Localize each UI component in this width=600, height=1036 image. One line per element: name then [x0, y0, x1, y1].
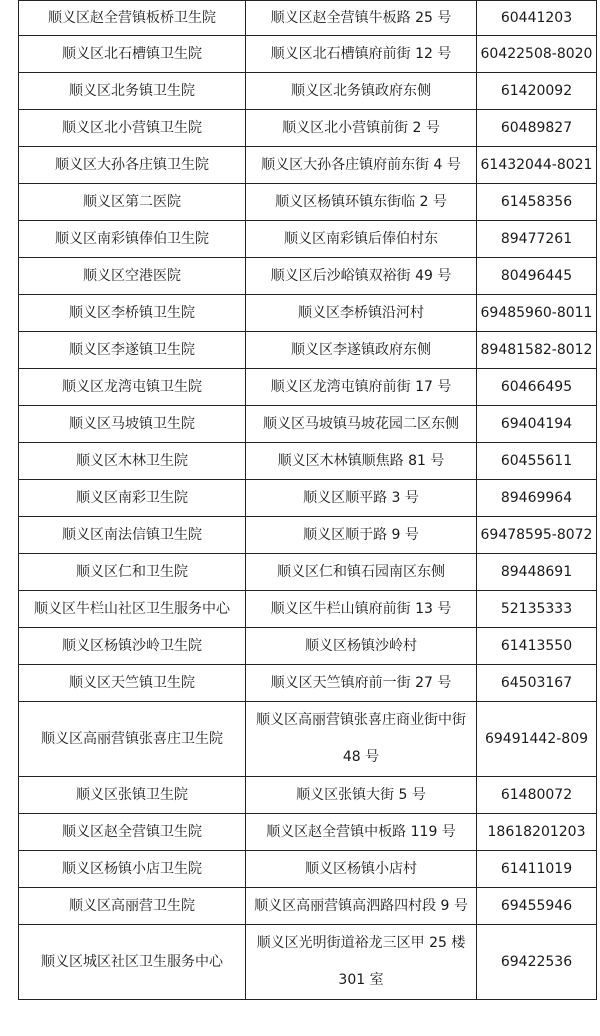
clinic-phone-cell: 89448691 [477, 554, 597, 591]
table-row [19, 851, 597, 888]
clinic-name-cell: 顺义区大孙各庄镇卫生院 [19, 147, 246, 184]
clinic-phone-cell: 80496445 [477, 258, 597, 295]
clinic-name-cell: 顺义区仁和卫生院 [19, 554, 246, 591]
clinic-phone-cell: 69404194 [477, 406, 597, 443]
table-row [19, 554, 597, 591]
table-row [19, 480, 597, 517]
table-row [19, 110, 597, 147]
table-row [19, 369, 597, 406]
clinic-phone-cell: 69485960-8011 [477, 295, 597, 332]
table-row [19, 702, 597, 777]
clinic-name-cell: 顺义区南彩卫生院 [19, 480, 246, 517]
clinic-address-cell: 顺义区南彩镇后俸伯村东 [246, 221, 477, 258]
clinic-phone-cell: 69491442-809 [477, 702, 597, 777]
clinic-address-cell: 顺义区北务镇政府东侧 [246, 73, 477, 110]
table-row [19, 73, 597, 110]
clinic-phone-cell: 89481582-8012 [477, 332, 597, 369]
clinic-phone-cell: 52135333 [477, 591, 597, 628]
clinic-address-cell: 顺义区杨镇沙岭村 [246, 628, 477, 665]
clinic-address-cell: 顺义区杨镇环镇东街临 2 号 [246, 184, 477, 221]
clinic-phone-cell: 60422508-8020 [477, 36, 597, 73]
clinic-name-cell: 顺义区北石槽镇卫生院 [19, 36, 246, 73]
clinic-name-cell: 顺义区牛栏山社区卫生服务中心 [19, 591, 246, 628]
clinic-address-cell: 顺义区赵全营镇牛板路 25 号 [246, 1, 477, 36]
clinic-phone-cell: 61432044-8021 [477, 147, 597, 184]
clinic-name-cell: 顺义区南彩镇俸伯卫生院 [19, 221, 246, 258]
clinic-phone-cell: 61411019 [477, 851, 597, 888]
clinic-name-cell: 顺义区杨镇沙岭卫生院 [19, 628, 246, 665]
clinic-name-cell: 顺义区北务镇卫生院 [19, 73, 246, 110]
table-row [19, 295, 597, 332]
clinic-name-cell: 顺义区李遂镇卫生院 [19, 332, 246, 369]
clinic-address-cell: 顺义区李遂镇政府东侧 [246, 332, 477, 369]
clinic-name-cell: 顺义区李桥镇卫生院 [19, 295, 246, 332]
table-row [19, 665, 597, 702]
table-row [19, 814, 597, 851]
table-row [19, 925, 597, 1000]
clinic-address-cell: 顺义区天竺镇府前一街 27 号 [246, 665, 477, 702]
clinic-name-cell: 顺义区马坡镇卫生院 [19, 406, 246, 443]
clinic-address-cell: 顺义区赵全营镇中板路 119 号 [246, 814, 477, 851]
clinic-name-cell: 顺义区高丽营镇张喜庄卫生院 [19, 702, 246, 777]
clinic-phone-cell: 60455611 [477, 443, 597, 480]
clinic-address-cell: 顺义区光明街道裕龙三区甲 25 楼 301 室 [246, 925, 477, 1000]
clinic-address-cell: 顺义区北石槽镇府前街 12 号 [246, 36, 477, 73]
clinic-name-cell: 顺义区高丽营卫生院 [19, 888, 246, 925]
clinic-table [18, 0, 597, 1000]
clinic-phone-cell: 89477261 [477, 221, 597, 258]
clinic-address-cell: 顺义区李桥镇沿河村 [246, 295, 477, 332]
clinic-phone-cell: 60441203 [477, 1, 597, 36]
table-row [19, 332, 597, 369]
clinic-address-cell: 顺义区仁和镇石园南区东侧 [246, 554, 477, 591]
clinic-phone-cell: 61413550 [477, 628, 597, 665]
table-row [19, 777, 597, 814]
clinic-phone-cell: 18618201203 [477, 814, 597, 851]
clinic-address-cell: 顺义区顺于路 9 号 [246, 517, 477, 554]
clinic-address-cell: 顺义区高丽营镇张喜庄商业街中街 48 号 [246, 702, 477, 777]
table-row [19, 406, 597, 443]
clinic-phone-cell: 69478595-8072 [477, 517, 597, 554]
table-row [19, 221, 597, 258]
clinic-name-cell: 顺义区杨镇小店卫生院 [19, 851, 246, 888]
clinic-address-cell: 顺义区顺平路 3 号 [246, 480, 477, 517]
table-row [19, 258, 597, 295]
clinic-phone-cell: 89469964 [477, 480, 597, 517]
clinic-phone-cell: 64503167 [477, 665, 597, 702]
clinic-table-body [19, 1, 597, 1000]
clinic-address-cell: 顺义区大孙各庄镇府前东街 4 号 [246, 147, 477, 184]
clinic-name-cell: 顺义区南法信镇卫生院 [19, 517, 246, 554]
table-row [19, 443, 597, 480]
clinic-name-cell: 顺义区龙湾屯镇卫生院 [19, 369, 246, 406]
clinic-phone-cell: 60489827 [477, 110, 597, 147]
clinic-phone-cell: 69455946 [477, 888, 597, 925]
clinic-name-cell: 顺义区北小营镇卫生院 [19, 110, 246, 147]
clinic-phone-cell: 61420092 [477, 73, 597, 110]
clinic-phone-cell: 69422536 [477, 925, 597, 1000]
clinic-name-cell: 顺义区天竺镇卫生院 [19, 665, 246, 702]
table-row [19, 591, 597, 628]
clinic-name-cell: 顺义区城区社区卫生服务中心 [19, 925, 246, 1000]
clinic-directory-sheet [18, 0, 593, 1000]
clinic-phone-cell: 61480072 [477, 777, 597, 814]
clinic-name-cell: 顺义区赵全营镇卫生院 [19, 814, 246, 851]
clinic-phone-cell: 60466495 [477, 369, 597, 406]
clinic-name-cell: 顺义区空港医院 [19, 258, 246, 295]
table-row [19, 184, 597, 221]
clinic-name-cell: 顺义区赵全营镇板桥卫生院 [19, 1, 246, 36]
clinic-address-cell: 顺义区杨镇小店村 [246, 851, 477, 888]
clinic-address-cell: 顺义区后沙峪镇双裕街 49 号 [246, 258, 477, 295]
clinic-address-cell: 顺义区牛栏山镇府前街 13 号 [246, 591, 477, 628]
table-row [19, 888, 597, 925]
clinic-name-cell: 顺义区木林卫生院 [19, 443, 246, 480]
clinic-address-cell: 顺义区木林镇顺焦路 81 号 [246, 443, 477, 480]
clinic-address-cell: 顺义区张镇大街 5 号 [246, 777, 477, 814]
table-row [19, 36, 597, 73]
clinic-address-cell: 顺义区马坡镇马坡花园二区东侧 [246, 406, 477, 443]
clinic-address-cell: 顺义区高丽营镇高泗路四村段 9 号 [246, 888, 477, 925]
clinic-name-cell: 顺义区第二医院 [19, 184, 246, 221]
clinic-address-cell: 顺义区北小营镇前街 2 号 [246, 110, 477, 147]
clinic-address-cell: 顺义区龙湾屯镇府前街 17 号 [246, 369, 477, 406]
table-row [19, 628, 597, 665]
table-row [19, 517, 597, 554]
clinic-phone-cell: 61458356 [477, 184, 597, 221]
clinic-name-cell: 顺义区张镇卫生院 [19, 777, 246, 814]
table-row [19, 147, 597, 184]
table-row [19, 1, 597, 36]
